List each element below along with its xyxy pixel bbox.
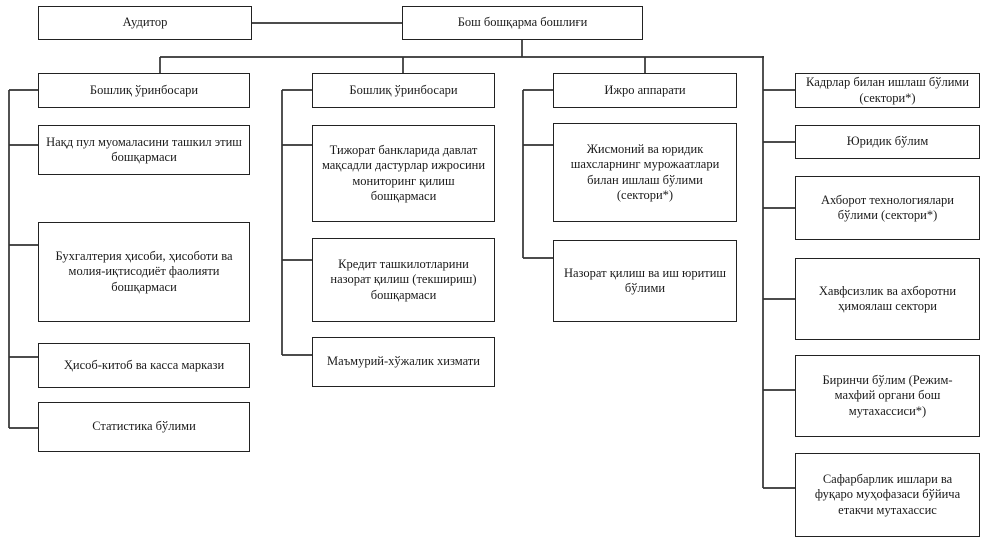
box-security: Хавфсизлик ва ахборотни ҳимоялаш сектори (795, 258, 980, 340)
box-statistics: Статистика бўлими (38, 402, 250, 452)
box-accounting-finance: Бухгалтерия ҳисоби, ҳисоботи ва молия-иқтисодиёт фаолияти бошқармаси (38, 222, 250, 322)
box-control-records: Назорат қилиш ва иш юритиш бўлими (553, 240, 737, 322)
box-first-department: Биринчи бўлим (Режим-махфий органи бош мутахассиси*) (795, 355, 980, 437)
box-auditor: Аудитор (38, 6, 252, 40)
box-deputy-1: Бошлиқ ўринбосари (38, 73, 250, 108)
box-head-of-main-department: Бош бошқарма бошлиғи (402, 6, 643, 40)
box-credit-supervision: Кредит ташкилотларини назорат қилиш (текшириш) бошқармаси (312, 238, 495, 322)
box-appeals: Жисмоний ва юридик шахсларнинг мурожаатлари билан ишлаш бўлими (сектори*) (553, 123, 737, 222)
box-settlement-cash-center: Ҳисоб-китоб ва касса маркази (38, 343, 250, 388)
box-deputy-2: Бошлиқ ўринбосари (312, 73, 495, 108)
box-bank-monitoring: Тижорат банкларида давлат мақсадли дастурлар ижросини мониторинг қилиш бошқармаси (312, 125, 495, 222)
box-legal: Юридик бўлим (795, 125, 980, 159)
box-it: Ахборот технологиялари бўлими (сектори*) (795, 176, 980, 240)
box-hr: Кадрлар билан ишлаш бўлими (сектори*) (795, 73, 980, 108)
box-executive-office: Ижро аппарати (553, 73, 737, 108)
box-cash-circulation: Нақд пул муомаласини ташкил этиш бошқармаси (38, 125, 250, 175)
box-admin-services: Маъмурий-хўжалик хизмати (312, 337, 495, 387)
box-mobilization: Сафарбарлик ишлари ва фуқаро муҳофазаси бўйича етакчи мутахассис (795, 453, 980, 537)
